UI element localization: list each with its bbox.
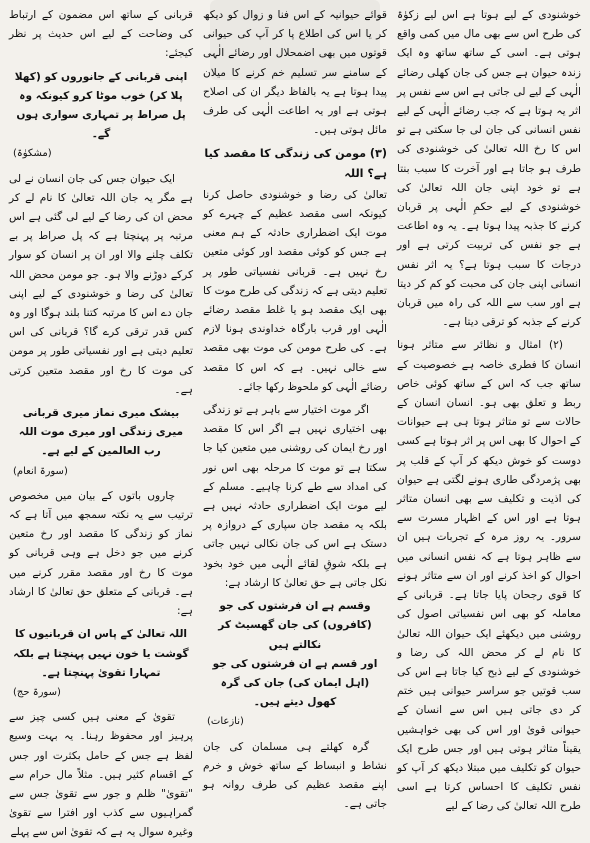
paragraph: ایک حیوان جس کی جان انسان نے لی ہے مگر یہ جان اللہ تعالیٰ کا نام لے کر محض ان کی رضا کے لیے لی گئی ہے اس مرتبہ پر پہنچتا ہے کہ پل صراط پر بے تکلف چلنے والا اور ان پر انسان کو سوار کرکے دوڑنے والا ہو۔ جو مومن محض اللہ تعالیٰ کی رضا و خوشنودی کے لیے اپنی جان دے اس کا مرتبہ کتنا بلند ہوگا اور وہ کس قدر ترقی کرے گا؟ قربانی کی اس تعلیم دیتی ہے اور نفسیاتی طور پر مومن کی موت کا رخ اور مقصد متعین کرتی ہے۔ (9, 172, 193, 396)
column-left (6, 6, 196, 839)
section-heading: (۳) مومن کی زندگی کا مقصد کیا ہے؟ اللہ (204, 147, 387, 180)
quotation (13, 68, 189, 164)
quotation-line: اپنی قربانی کے جانوروں کو (کھلا پلا کر) خوب موٹا کرو کیونکہ وہ پل صراط پر تمہاری سواری ہوں گے۔ (14, 70, 188, 141)
quotation-line: اللہ تعالیٰ کے پاس ان قربانیوں کا گوشت یا خون نہیں پہنچتا ہے بلکہ تمہارا تقویٰ پہنچتا ہے۔ (13, 628, 189, 679)
quotation-line: میری زندگی اور میری موت اللہ رب العالمین کے لیے ہے۔ (18, 426, 184, 458)
quotation-reference: (نازعات) (207, 716, 244, 728)
paragraph: قربانی کے ساتھ اس مضمون کے ارتباط کی وضاحت کے لیے اس حدیث پر نظر کیجئے: (9, 9, 193, 60)
quotation-reference: (سورۃ انعام) (13, 465, 68, 477)
quotation-line: وقسم ہے ان فرشتوں کی جو (کافروں) کی جان گھسیٹ کر نکالتے ہیں (218, 600, 372, 651)
paragraph: تقویٰ کے معنی ہیں کسی چیز سے پرہیز اور محفوظ رہنا۔ یہ بہت وسیع لفظ ہے جس کے حامل بکثرت اور جس کے اقسام کثیر ہیں۔ مثلاً مال حرام سے "تقویٰ" ظلم و جور سے تقویٰ جس سے گمراہیوں سے کذب اور افترا سے تقویٰ وغیرہ سوال یہ ہے کہ تقویٰ اس سے پہلے (9, 711, 193, 839)
quotation (13, 625, 189, 702)
quotation-line: بیشک میری نماز میری قربانی (22, 407, 180, 420)
quotation-line: اور قسم ہے ان فرشتوں کی جو (اہل ایمان کی) جان کی گرہ کھول دیتے ہیں۔ (212, 657, 378, 709)
column-middle (200, 6, 390, 811)
paragraph: چاروں باتوں کے بیان میں مخصوص ترتیب سے یہ نکتہ سمجھ میں آتا ہے کہ نماز کو زندگی کا مقصد اور رخ متعین کرنے میں جو دخل ہے وہی قربانی کو موت کا رخ اور مقصد مقرر کرنے میں ہے۔ قربانی کے متعلق حق تعالیٰ کا ارشاد ہے: (9, 489, 193, 618)
paragraph: خوشنودی کے لیے ہوتا ہے اس لیے زکوٰۃ کی طرح اس سے بھی مال میں کمی واقع ہوتی ہے۔ اسی کے ساتھ ساتھ وہ ایک زندہ حیوان ہے جس کی جان کھلی رضائے الٰہی کے لیے لی جاتی ہے اس سے نفس پر اثر یہ ہوتا ہے کہ جب رضائے الٰہی کے لیے نفس انسانی کی جان لی جا سکتی ہے تو اس کا رخ اللہ تعالیٰ کی خوشنودی کی طرف ہو جاتا ہے اور آخرت کا سبب بنتا ہے تو خود اپنی جان اللہ تعالیٰ کی خوشنودی کے لیے حکمِ الٰہی پر قربان کرنے کا جذبہ پیدا ہوتا ہے۔ یہ وہ اطاعت ہے جو نفس کی تربیت کرتی ہے اور درجات کا سبب ہوتا ہے؟ یہ اثر نفس انسانی اپنی جان کی محبت کو کم کر دیتا ہے اور سب سے اللہ کی راہ میں قربان کرنے کے جذبہ کو ترقی دیتا ہے۔ (397, 9, 581, 329)
paragraph: تعالیٰ کی رضا و خوشنودی حاصل کرنا کیونکہ اسی مقصد عظیم کے چہرے کو موت ایک اضطراری حادثہ کے ہم معنی ہے جس کو کوئی مقصد اور کوئی متعین رخ نہیں ہے۔ قربانی نفسیاتی طور پر تعلیم دیتی ہے کہ زندگی کی طرح موت کا بھی ایک مقصد ہو یا غلط مقصد رضائے الٰہی اور قرب بارگاہ خداوندی ہونا لازم ہے۔ کی طرح مومن کی موت بھی مقصد سے خالی نہیں۔ ہے کہ اس کا مقصد رضائے الٰہی کو ملحوظ رکھا جائے۔ (203, 188, 387, 393)
paragraph: گرہ کھلتے ہی مسلمان کی جان نشاط و انبساط کے ساتھ خوش و خرم اپنے مقصد عظیم کی طرف روانہ ہو جاتی ہے۔ (203, 740, 387, 811)
column-right (394, 6, 584, 813)
quotation (207, 597, 383, 731)
paragraph: اگر موت اختیار سے باہر ہے تو زندگی بھی اختیاری نہیں ہے اگر اس کا مقصد اور رخ ایمان کی روشنی میں متعین کیا جا سکتا ہے تو موت کا مرحلہ بھی اس نور کی امداد سے طے کرنا چاہیے۔ مسلم کے لیے موت ایک اضطراری حادثہ نہیں ہے بلکہ یہ مقصد جان سپاری کے دروازہ پر دستک ہے اس کی جان نکالی نہیں جاتی ہے بلکہ شوقِ لقائے الٰہی میں خود بخود نکل جاتی ہے حق تعالیٰ کا ارشاد ہے: (203, 404, 387, 589)
paragraph: قوائے حیوانیہ کے اس فنا و زوال کو دیکھ کر یا اس کی اطلاع پا کر آپ کی حیوانی قوتوں میں بھی اضمحلال اور رضائے الٰہی کے سامنے سر تسلیم خم کرنے کا میلان پیدا ہوتا ہے یہ بالفاظ دیگر ان کی اصلاح ہوتی ہے اور یہ اطاعت الٰہی کی طرف مائل ہوتی ہیں۔ (203, 9, 387, 137)
paragraph: (۲) امثال و نظائر سے متاثر ہونا انسان کا فطری خاصہ ہے خصوصیت کے ساتھ جب کہ اس کے ساتھ کوئی خاص ربط و تعلق بھی ہو۔ انسان انسان کے حالات سے تو متاثر ہوتا ہی ہے حیوانات کے احوال کا بھی اس پر اثر ہوتا ہے کسی دوست کو خوش دیکھ کر آپ کے قلب پر بھی پژمردگی طاری ہونے لگتی ہے حیوان کی اذیت و تکلیف سے بھی انسان متاثر ہوتا ہے اور اس کے اظہار مسرت سے سرور۔ یہ روز مرہ کے تجربات ہیں ان سے ظاہر ہوتا ہے کہ نفس انسانی میں احوال کو اخذ کرنے اور ان سے متاثر ہونے کا قوی رجحان پایا جاتا ہے۔ قربانی کے معاملہ کو بھی اس نفسیاتی اصول کی روشنی میں دیکھئے ایک حیوان اللہ تعالیٰ کا نام لے کر محض اللہ کی رضا و خوشنودی کے لیے ذبح کیا جاتا ہے اس کی سب قوتیں جو سراسر حیوانی ہیں ختم کر دی جاتی ہیں اس سے انسان کے حیوانی قویٰ اور اس کی بھی خواہشیں یقیناً متاثر ہوتی ہیں اور جس طرح ایک حیوان کو تکلیف میں مبتلا دیکھ کر آپ کو نفس تکلیف کا احساس کرتا ہے اسی طرح اللہ تعالیٰ کی رضا کے لیے (397, 339, 581, 813)
quotation-reference: (سورۃ حج) (13, 686, 61, 698)
quotation (13, 404, 189, 481)
quotation-reference: (مشکوٰۃ) (13, 148, 52, 160)
